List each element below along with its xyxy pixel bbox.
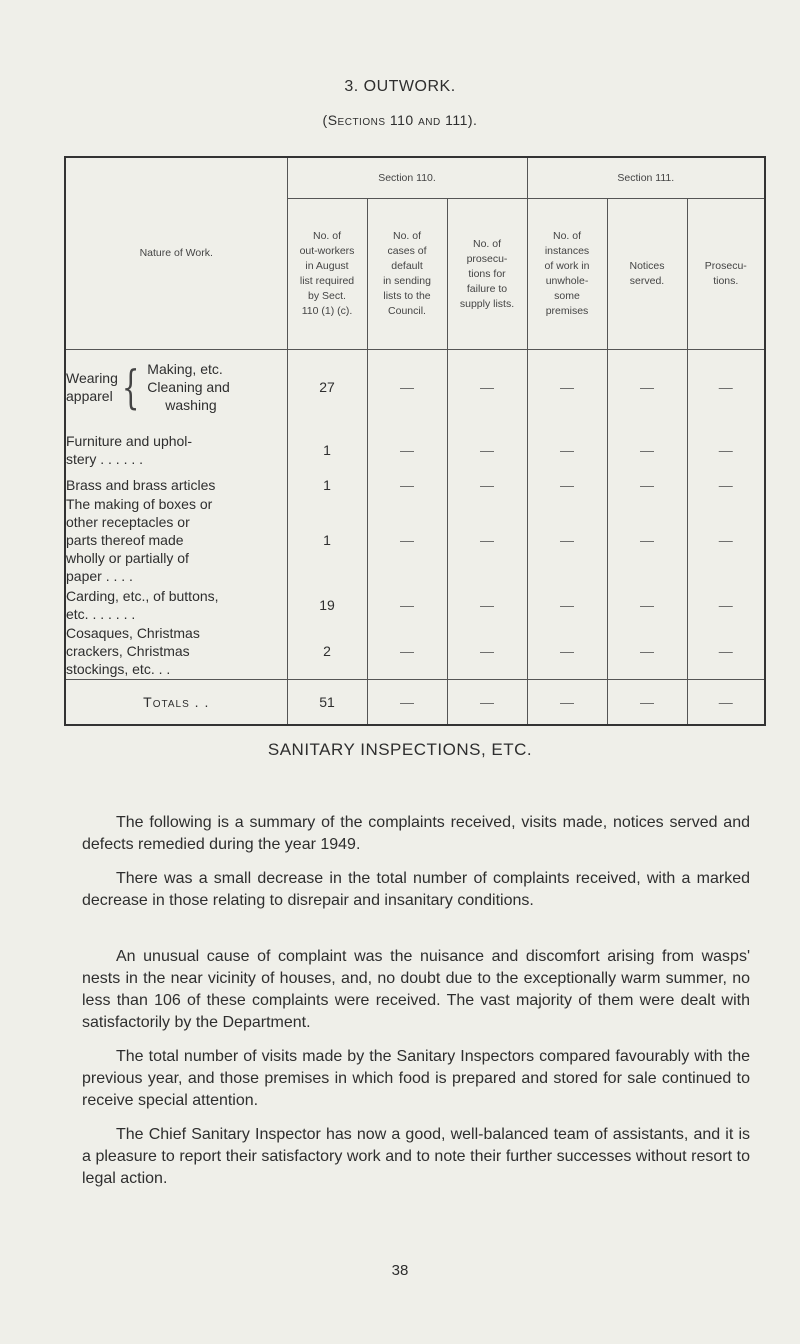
totals-dash: — [607,680,687,726]
empty-value-dash: — [367,586,447,624]
col-default-cases-header [367,199,447,350]
outworkers-count: 27 [287,350,367,424]
header-line: Notices [629,260,665,272]
curly-brace-icon: { [121,360,140,414]
empty-value-dash: — [527,350,607,424]
col-outworkers-header [287,199,367,350]
brace-subcategory-label: Cleaning and [147,379,230,395]
col-unwholesome-premises-header [527,199,607,350]
table-row [65,350,765,424]
totals-dash: — [527,680,607,726]
header-line: Council. [388,305,426,317]
header-line: supply lists. [459,297,515,310]
header-line: No. of [473,237,502,250]
table-row [65,424,765,476]
header-line: prosecu- [466,252,508,265]
table-body [65,350,765,680]
work-description [65,476,287,494]
section-title: SANITARY INSPECTIONS, ETC. [267,740,533,759]
totals-dash: — [687,680,765,726]
header-line: tions. [713,275,739,287]
header-line: out-workers [299,245,355,257]
outworkers-count: 2 [287,624,367,680]
description-line: stery . . . . . . [66,450,144,467]
empty-value-dash: — [367,494,447,586]
section-110-header: Section 110. [287,157,527,199]
empty-value-dash: — [447,350,527,424]
header-line: No. of [392,230,421,242]
totals-dash: — [447,680,527,726]
col-notices-served-header [607,199,687,350]
description-line: etc. . . . . . . [66,605,136,622]
header-line: some [554,290,580,302]
empty-value-dash: — [367,350,447,424]
description-line: stockings, etc. . . [66,661,171,678]
paragraph: There was a small decrease in the total number of complaints received, with a marked decrease in those relating to disrepair and insanitary conditions. [82,870,750,909]
totals-value: 51 [287,680,367,726]
empty-value-dash: — [607,586,687,624]
description-line: paper . . . . [66,567,133,584]
totals-label: Totals . . [65,680,287,726]
empty-value-dash: — [687,586,765,624]
header-line: served. [629,275,665,287]
empty-value-dash: — [687,424,765,476]
header-line: unwhole- [545,275,589,287]
outworkers-count: 1 [287,494,367,586]
empty-value-dash: — [687,350,765,424]
nature-of-work-header: Nature of Work. [139,247,213,259]
description-line: Carding, etc., of buttons, [66,587,219,604]
empty-value-dash: — [527,624,607,680]
header-line: failure to [466,282,508,295]
section-111-header: Section 111. [527,157,765,199]
outworkers-count: 19 [287,586,367,624]
work-description [65,494,287,586]
paragraph: An unusual cause of complaint was the nuisance and discomfort arising from wasps' nests in the near vicinity of houses, and, no doubt due to the exceptionally warm summer, no less than 106 of these complaints were received. The vast majority of them were dealt with satisfactorily by the Department. [82,948,750,1031]
paragraph: The Chief Sanitary Inspector has now a good, well-balanced team of assistants, and it is a pleasure to report their satisfactory work and to note their further successes without resort to legal action. [82,1126,750,1187]
empty-value-dash: — [527,424,607,476]
description-line: The making of boxes or [66,495,213,512]
description-line: Cosaques, Christmas [66,625,200,642]
empty-value-dash: — [607,476,687,494]
page-heading: 3. OUTWORK. [344,78,456,95]
header-line: default [391,260,423,272]
col-prosecutions-header [687,199,765,350]
empty-value-dash: — [607,350,687,424]
header-line: No. of [553,230,582,242]
brace-subcategory-label: washing [165,397,217,413]
page-number: 38 [391,1262,409,1279]
empty-value-dash: — [367,624,447,680]
brace-category-label: Wearing [66,370,118,386]
header-line: tions for [468,267,506,280]
section-header-row [65,157,765,199]
description-line: Furniture and uphol- [66,432,193,449]
description-line: wholly or partially of [66,549,189,566]
description-line: parts thereof made [66,531,184,548]
table-row [65,476,765,494]
header-line: in sending [383,275,431,287]
header-line: Prosecu- [704,260,747,272]
empty-value-dash: — [527,494,607,586]
empty-value-dash: — [447,476,527,494]
header-line: by Sect. [308,290,346,302]
page-subheading: (Sections 110 and 111). [322,112,478,128]
empty-value-dash: — [367,424,447,476]
empty-value-dash: — [447,424,527,476]
header-line: lists to the [383,290,431,302]
totals-dash: — [367,680,447,726]
outwork-table [64,156,766,726]
header-line: of work in [544,260,590,272]
header-line: list required [299,275,355,287]
empty-value-dash: — [447,494,527,586]
empty-value-dash: — [607,624,687,680]
empty-value-dash: — [367,476,447,494]
brace-category-label: apparel [66,388,113,404]
description-line: crackers, Christmas [66,643,190,660]
empty-value-dash: — [447,624,527,680]
header-line: in August [305,260,349,272]
work-description [65,424,287,476]
header-line: 110 (1) (c). [301,305,353,317]
empty-value-dash: — [527,586,607,624]
header-line: cases of [387,245,427,257]
empty-value-dash: — [687,494,765,586]
work-description [65,350,287,424]
empty-value-dash: — [527,476,607,494]
outworkers-count: 1 [287,424,367,476]
work-description [65,624,287,680]
empty-value-dash: — [687,624,765,680]
header-line: No. of [312,230,341,242]
paragraph: The following is a summary of the complaints received, visits made, notices served and defects remedied during the year 1949. [82,814,750,853]
empty-value-dash: — [607,494,687,586]
outworkers-count: 1 [287,476,367,494]
table-row [65,624,765,680]
work-description [65,586,287,624]
col-prosecutions-failure-header [447,199,527,350]
empty-value-dash: — [447,586,527,624]
description-line: Brass and brass articles [66,476,216,493]
table-row [65,494,765,586]
empty-value-dash: — [607,424,687,476]
table-row [65,586,765,624]
brace-subcategory-label: Making, etc. [147,361,223,377]
empty-value-dash: — [687,476,765,494]
header-line: premises [545,305,589,317]
paragraph: The total number of visits made by the Sanitary Inspectors compared favourably with the previous year, and those premises in which food is prepared and stored for sale continued to receive special attention. [82,1048,750,1109]
totals-row [65,680,765,726]
header-line: instances [544,245,590,257]
description-line: other receptacles or [66,513,190,530]
